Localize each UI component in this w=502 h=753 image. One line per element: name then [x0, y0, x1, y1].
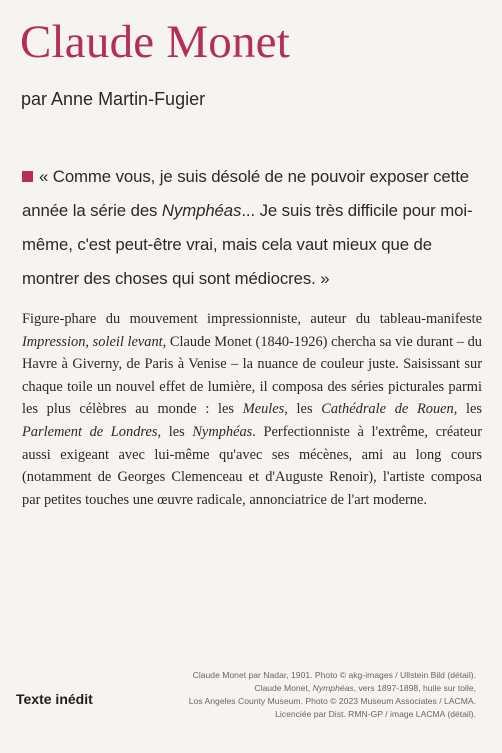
edition-label: Texte inédit: [16, 691, 93, 707]
book-author: par Anne Martin-Fugier: [21, 89, 206, 109]
artwork-title: Parlement de Londres: [22, 423, 158, 440]
quote-text-end: ... Je suis très difficile pour moi-même, c'est peut-être vrai, mais cela vaut mieux que de montrer des choses qui sont médiocres. »: [22, 201, 473, 288]
artwork-title: Nymphéas: [192, 423, 253, 440]
pull-quote: [22, 160, 480, 296]
description-text: . Perfectionniste à l'extrême, créateur aussi exigeant avec lui-même qu'avec ses mécènes, ami au long cours (notamment de Georges Clemenceau et d'Auguste Renoir), l'artiste composa par petites touches une œuvre radicale, annonciatrice de l'art moderne.: [22, 423, 482, 508]
credit-text: , vers 1897-1898, huile sur toile,: [353, 683, 476, 693]
artwork-title: Cathédrale de Rouen: [321, 401, 454, 418]
photo-credits: [116, 669, 476, 721]
artwork-title: Meules: [242, 401, 285, 418]
description-text: , les: [157, 423, 193, 440]
description-text: , Claude Monet (1840-1926) chercha sa vie durant – du Havre à Giverny, de Paris à Venise – la nuance de couleur juste. Saisissant sur chaque toile un nouvel effet de lumière, il composa des séries picturales parmi les plus célèbres au monde : les: [22, 333, 482, 418]
credit-text: Claude Monet,: [254, 683, 313, 693]
credit-line: Los Angeles County Museum. Photo © 2023 Museum Associates / LACMA.: [188, 696, 476, 706]
quote-text-start: « Comme vous, je suis désolé de ne pouvoir exposer cette année la série des: [22, 167, 470, 220]
artwork-title: Impression, soleil levant: [22, 333, 163, 350]
credit-line: Claude Monet par Nadar, 1901. Photo © akg-images / Ullstein Bild (détail).: [192, 670, 476, 680]
description-paragraph: [22, 308, 482, 511]
description-text: , les: [284, 401, 322, 418]
credit-line: [116, 682, 476, 695]
quote-marker-square: [22, 171, 33, 182]
quote-italic-title: Nymphéas: [161, 201, 242, 220]
description-text: , les: [453, 401, 483, 418]
book-title: Claude Monet: [20, 16, 290, 68]
credit-artwork-title: Nymphéas: [312, 683, 354, 693]
credit-line: Licenciée par Dist. RMN-GP / image LACMA (détail).: [275, 709, 476, 719]
description-text: Figure-phare du mouvement impressionniste, auteur du tableau-manifeste: [22, 311, 482, 327]
